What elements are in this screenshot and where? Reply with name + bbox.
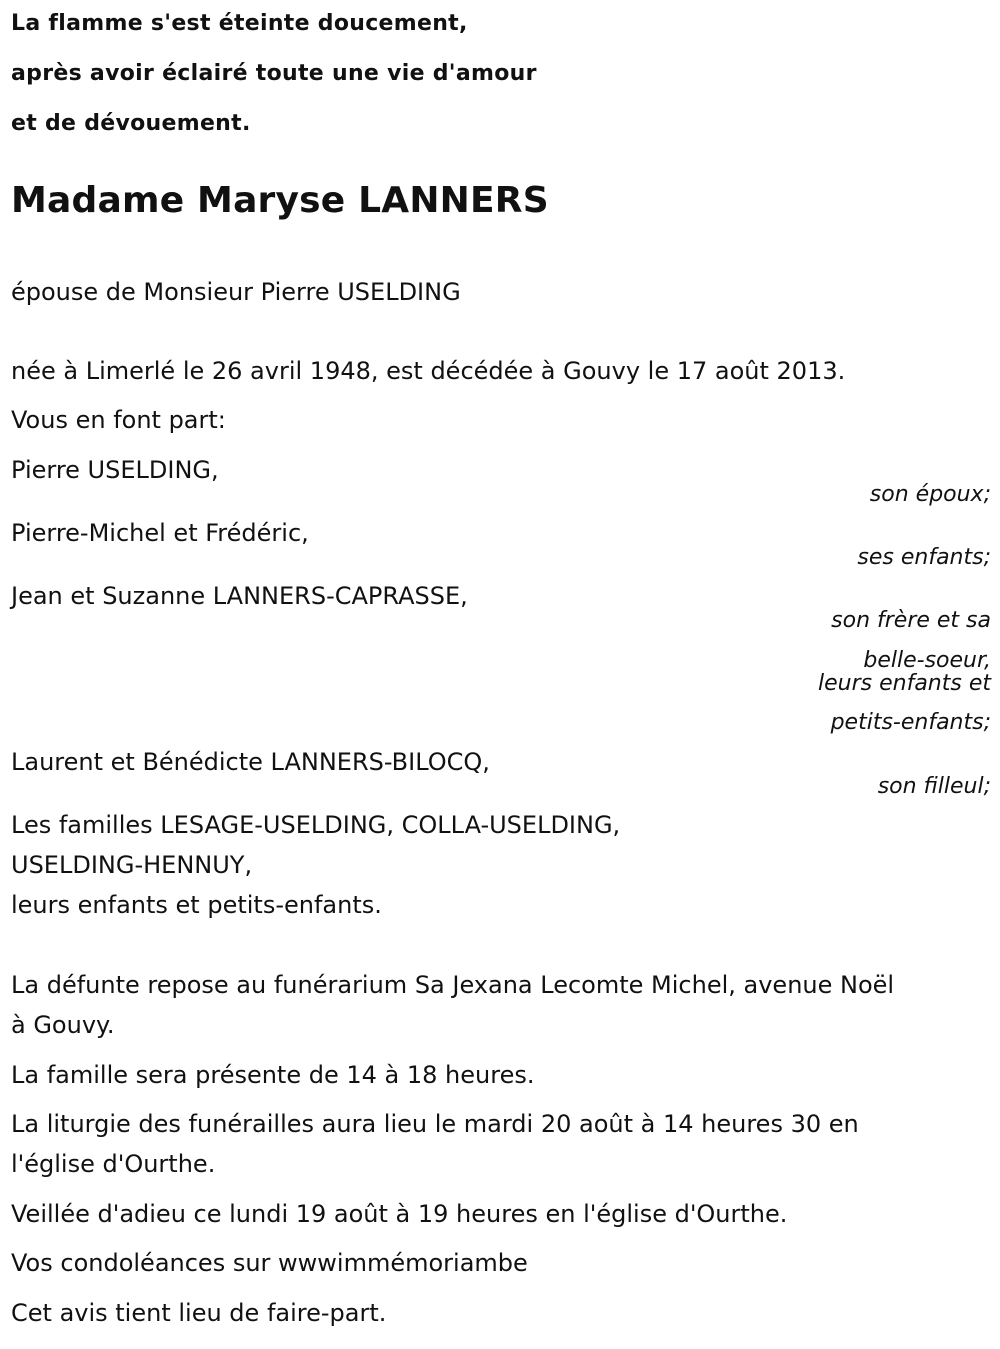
intro-line-1: La flamme s'est éteinte doucement, <box>11 11 468 36</box>
vigil-line: Veillée d'adieu ce lundi 19 août à 19 heures en l'église d'Ourthe. <box>11 1200 788 1228</box>
mourner-relation: ses enfants; <box>857 545 991 570</box>
birth-death-line: née à Limerlé le 26 avril 1948, est décédée à Gouvy le 17 août 2013. <box>11 357 846 385</box>
families-line-1: Les familles LESAGE-USELDING, COLLA-USELDING, <box>11 811 621 839</box>
mourner-names: Pierre USELDING, <box>11 456 219 484</box>
deceased-name: Madame Maryse LANNERS <box>11 180 549 221</box>
liturgy-line-2: l'église d'Ourthe. <box>11 1150 216 1178</box>
intro-line-2: après avoir éclairé toute une vie d'amour <box>11 61 537 86</box>
notice-line: Cet avis tient lieu de faire-part. <box>11 1299 387 1327</box>
condolences-line: Vos condoléances sur wwwimmémoriambe <box>11 1249 528 1277</box>
announce-line: Vous en font part: <box>11 406 226 434</box>
liturgy-line-1: La liturgie des funérailles aura lieu le mardi 20 août à 14 heures 30 en <box>11 1110 859 1138</box>
mourner-relation: leurs enfants et <box>818 671 991 696</box>
funeral-home-line-1: La défunte repose au funérarium Sa Jexana Lecomte Michel, avenue Noël <box>11 971 895 999</box>
mourner-relation: petits-enfants; <box>830 710 991 735</box>
visiting-hours-line: La famille sera présente de 14 à 18 heures. <box>11 1061 535 1089</box>
families-line-2: USELDING-HENNUY, <box>11 851 253 879</box>
funeral-home-line-2: à Gouvy. <box>11 1011 115 1039</box>
mourner-names: Laurent et Bénédicte LANNERS-BILOCQ, <box>11 748 490 776</box>
mourner-relation: son époux; <box>869 482 991 507</box>
mourner-relation: son filleul; <box>877 774 991 799</box>
mourner-relation: belle-soeur, <box>863 648 991 673</box>
mourner-names: Jean et Suzanne LANNERS-CAPRASSE, <box>11 582 468 610</box>
mourner-names: Pierre-Michel et Frédéric, <box>11 519 309 547</box>
mourner-relation: son frère et sa <box>831 608 991 633</box>
spouse-line: épouse de Monsieur Pierre USELDING <box>11 278 461 306</box>
intro-line-3: et de dévouement. <box>11 111 251 136</box>
families-line-3: leurs enfants et petits-enfants. <box>11 891 382 919</box>
